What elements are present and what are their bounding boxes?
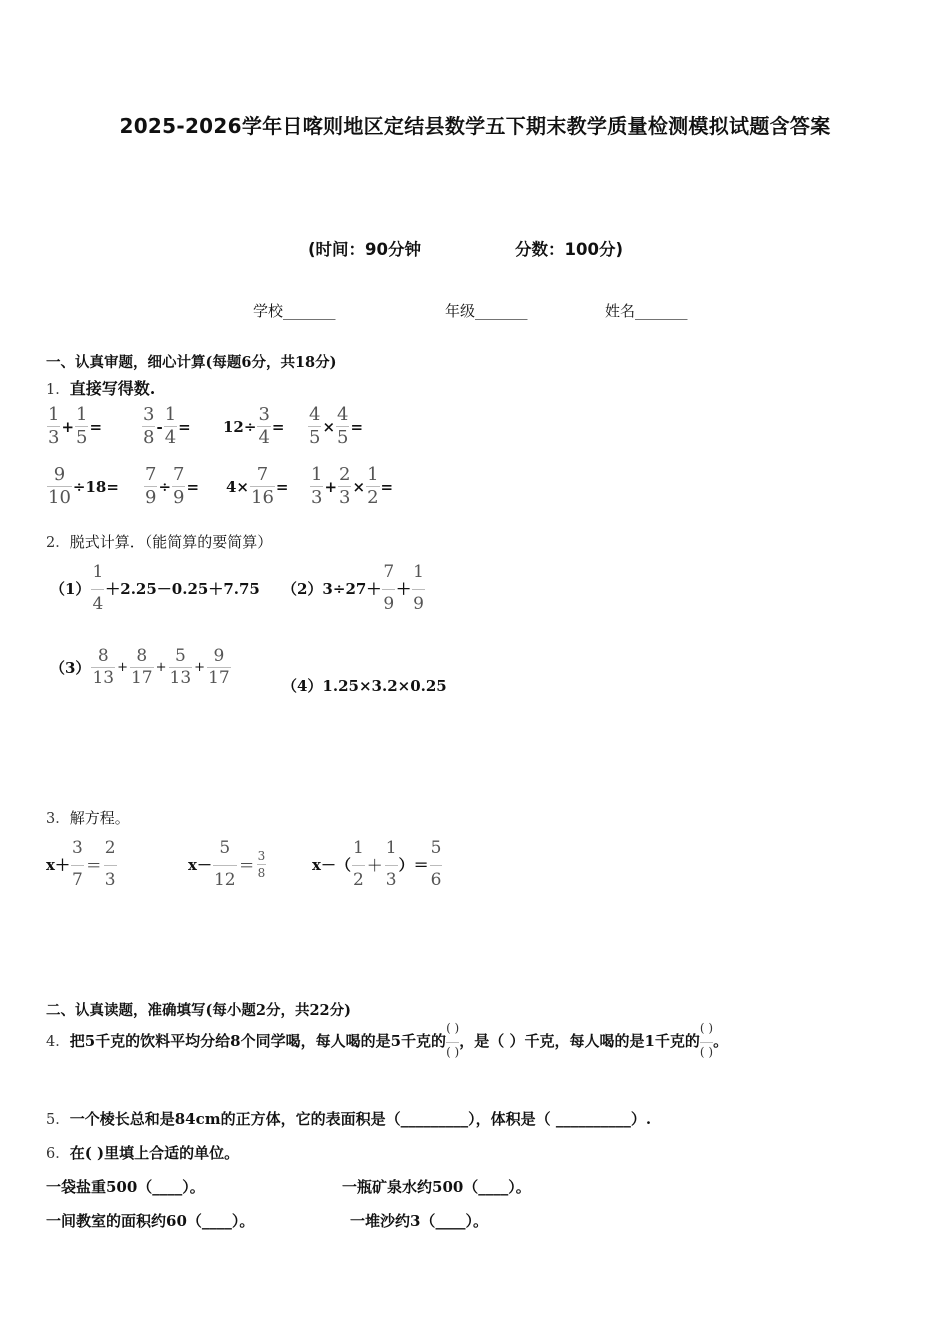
q4-text-2: ，是（ ）千克，每人喝的是1千克的 bbox=[459, 1031, 700, 1050]
q1-item-e: $\frac{9}{10}$ ÷18= bbox=[48, 464, 119, 508]
page-title: 2025-2026学年日喀则地区定结县数学五下期末教学质量检测模拟试题含答案 bbox=[119, 114, 831, 138]
q3-title bbox=[46, 807, 130, 828]
q1-item-a: $\frac{1}{3}$ + $\frac{1}{5}$ = bbox=[48, 404, 103, 448]
exam-score: 分数：100分) bbox=[515, 240, 623, 259]
q1-item-d: $\frac{4}{5}$ × $\frac{4}{5}$ = bbox=[309, 404, 364, 448]
q5-number: 5． bbox=[46, 1112, 70, 1128]
q4-row bbox=[46, 1022, 728, 1058]
q3-equation3: x－（ $\frac{1}{2}$ ＋ $\frac{1}{3}$ ）＝ $\frac{5}{6}$ bbox=[312, 838, 442, 890]
q1-text: 直接写得数. bbox=[69, 379, 156, 398]
q2-part3: （3） $\frac{8}{13}$ + $\frac{8}{17}$ + $\frac{5}{13}$ + $\frac{9}{17}$ bbox=[50, 646, 230, 688]
q1-number: 1． bbox=[46, 382, 70, 398]
q1-title bbox=[46, 376, 155, 399]
q1-item-h: $\frac{1}{3}$ + $\frac{2}{3}$ × $\frac{1}{2}$ = bbox=[311, 464, 394, 508]
exam-time: (时间：90分钟 bbox=[308, 240, 422, 259]
q6-item-c: 一间教室的面积约60（____）。 bbox=[46, 1212, 255, 1230]
q3-number: 3． bbox=[46, 811, 70, 827]
q3-text: 解方程。 bbox=[69, 809, 130, 827]
q5-row bbox=[46, 1108, 651, 1129]
section2-heading: 二、认真读题，准确填写(每小题2分，共22分) bbox=[46, 1002, 351, 1019]
q4-text-1: 把5千克的饮料平均分给8个同学喝，每人喝的是5千克的 bbox=[69, 1031, 447, 1050]
q3-equation2: x－ $\frac{5}{12}$ ＝ $\frac{3}{8}$ bbox=[188, 838, 266, 890]
section1-heading: 一、认真审题，细心计算(每题6分，共18分) bbox=[46, 354, 337, 371]
q2-part4: （4）1.25×3.2×0.25 bbox=[282, 677, 447, 695]
q6-item-a: 一袋盐重500（____）。 bbox=[46, 1178, 205, 1196]
grade-field: 年级_______ bbox=[445, 302, 528, 320]
name-field: 姓名_______ bbox=[605, 302, 688, 320]
q1-item-f: $\frac{7}{9}$ ÷ $\frac{7}{9}$ = bbox=[145, 464, 200, 508]
q1-item-c: 12÷ $\frac{3}{4}$ = bbox=[223, 404, 285, 448]
q2-part1: （1） $\frac{1}{4}$ ＋2.25－0.25＋7.75 bbox=[50, 562, 260, 614]
q6-row bbox=[46, 1142, 239, 1163]
q6-text: 在( )里填上合适的单位。 bbox=[69, 1144, 240, 1162]
q2-number: 2． bbox=[46, 535, 70, 551]
q6-item-d: 一堆沙约3（____）。 bbox=[350, 1212, 488, 1230]
q1-item-g: 4× $\frac{7}{16}$ = bbox=[226, 464, 289, 508]
school-field: 学校_______ bbox=[253, 302, 336, 320]
q4-text-3: 。 bbox=[713, 1031, 729, 1050]
q4-blank-fraction-1[interactable]: ( ) ( ) bbox=[446, 1021, 460, 1059]
q2-title bbox=[46, 531, 272, 552]
q1-item-b: $\frac{3}{8}$ - $\frac{1}{4}$ = bbox=[143, 404, 191, 448]
q4-blank-fraction-2[interactable]: ( ) ( ) bbox=[699, 1021, 714, 1059]
q2-text: 脱式计算．（能简算的要简算） bbox=[69, 533, 273, 551]
q6-number: 6． bbox=[46, 1146, 70, 1162]
q3-equation1: x＋ $\frac{3}{7}$ ＝ $\frac{2}{3}$ bbox=[46, 838, 116, 890]
q6-item-b: 一瓶矿泉水约500（____）。 bbox=[342, 1178, 531, 1196]
q2-part2: （2）3÷27＋ $\frac{7}{9}$ ＋ $\frac{1}{9}$ bbox=[282, 562, 424, 614]
q4-number: 4． bbox=[46, 1033, 70, 1050]
q5-text: 一个棱长总和是84cm的正方体，它的表面积是（_________），体积是（ __________）. bbox=[69, 1110, 652, 1128]
